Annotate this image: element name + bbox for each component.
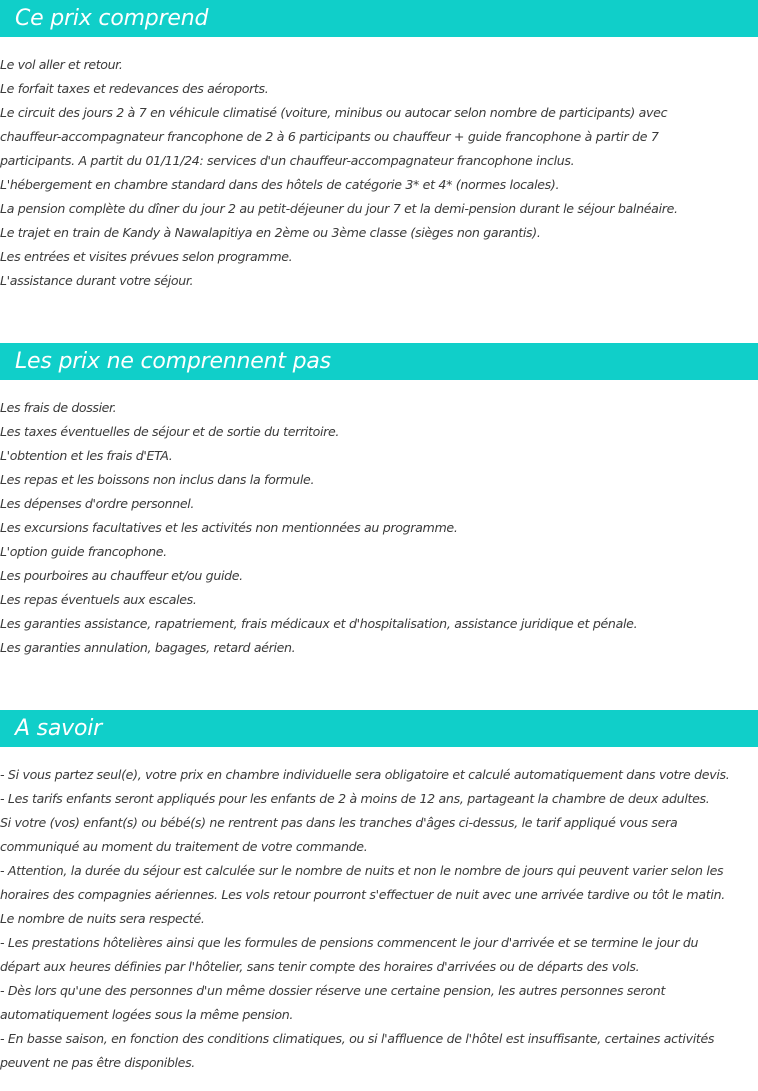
list-item: chauffeur-accompagnateur francophone de 2 à 6 participants ou chauffeur + guide francophone à partir de 7 bbox=[0, 129, 659, 144]
list-item: - Dès lors qu'une des personnes d'un même dossier réserve une certaine pension, les autres personnes seront bbox=[0, 983, 666, 998]
list-item: L'option guide francophone. bbox=[0, 544, 167, 559]
section-title-to-know: A savoir bbox=[15, 716, 103, 741]
list-item: Le circuit des jours 2 à 7 en véhicule climatisé (voiture, minibus ou autocar selon nombre de participants) avec bbox=[0, 105, 668, 120]
list-item: Le forfait taxes et redevances des aéroports. bbox=[0, 81, 269, 96]
section-header-included bbox=[0, 0, 758, 37]
section-body-to-know bbox=[0, 763, 758, 1075]
section-title-not-included: Les prix ne comprennent pas bbox=[15, 349, 331, 374]
section-header-to-know bbox=[0, 710, 758, 747]
list-item: Les repas et les boissons non inclus dans la formule. bbox=[0, 472, 315, 487]
list-item: Les pourboires au chauffeur et/ou guide. bbox=[0, 568, 243, 583]
list-item: Le trajet en train de Kandy à Nawalapitiya en 2ème ou 3ème classe (sièges non garantis). bbox=[0, 225, 541, 240]
list-item: automatiquement logées sous la même pension. bbox=[0, 1007, 294, 1022]
section-title-included: Ce prix comprend bbox=[15, 6, 209, 31]
list-item: Les entrées et visites prévues selon programme. bbox=[0, 249, 293, 264]
list-item: Le vol aller et retour. bbox=[0, 57, 123, 72]
section-body-not-included bbox=[0, 396, 758, 660]
list-item: départ aux heures définies par l'hôtelier, sans tenir compte des horaires d'arrivées ou de départs des vols. bbox=[0, 959, 640, 974]
list-item: Les repas éventuels aux escales. bbox=[0, 592, 197, 607]
list-item: Les taxes éventuelles de séjour et de sortie du territoire. bbox=[0, 424, 340, 439]
list-item: Les garanties assistance, rapatriement, frais médicaux et d'hospitalisation, assistance juridique et pénale. bbox=[0, 616, 638, 631]
list-item: horaires des compagnies aériennes. Les vols retour pourront s'effectuer de nuit avec une arrivée tardive ou tôt le matin. bbox=[0, 887, 725, 902]
list-item: La pension complète du dîner du jour 2 au petit-déjeuner du jour 7 et la demi-pension durant le séjour balnéaire. bbox=[0, 201, 678, 216]
list-item: L'assistance durant votre séjour. bbox=[0, 273, 194, 288]
list-item: Les dépenses d'ordre personnel. bbox=[0, 496, 195, 511]
list-item: - Les prestations hôtelières ainsi que les formules de pensions commencent le jour d'arrivée et se termine le jour du bbox=[0, 935, 699, 950]
list-item: Les frais de dossier. bbox=[0, 400, 117, 415]
list-item: Le nombre de nuits sera respecté. bbox=[0, 911, 205, 926]
list-item: Si votre (vos) enfant(s) ou bébé(s) ne rentrent pas dans les tranches d'âges ci-dessus, le tarif appliqué vous sera bbox=[0, 815, 678, 830]
list-item: L'hébergement en chambre standard dans des hôtels de catégorie 3* et 4* (normes locales). bbox=[0, 177, 560, 192]
list-item: - Les tarifs enfants seront appliqués pour les enfants de 2 à moins de 12 ans, partageant la chambre de deux adultes. bbox=[0, 791, 710, 806]
list-item: Les excursions facultatives et les activités non mentionnées au programme. bbox=[0, 520, 458, 535]
list-item: Les garanties annulation, bagages, retard aérien. bbox=[0, 640, 296, 655]
section-header-not-included bbox=[0, 343, 758, 380]
list-item: - Attention, la durée du séjour est calculée sur le nombre de nuits et non le nombre de jours qui peuvent varier selon les bbox=[0, 863, 724, 878]
section-body-included bbox=[0, 53, 758, 293]
list-item: communiqué au moment du traitement de votre commande. bbox=[0, 839, 368, 854]
list-item: L'obtention et les frais d'ETA. bbox=[0, 448, 173, 463]
list-item: peuvent ne pas être disponibles. bbox=[0, 1055, 195, 1070]
list-item: - Si vous partez seul(e), votre prix en chambre individuelle sera obligatoire et calculé automatiquement dans votre devis. bbox=[0, 767, 730, 782]
list-item: - En basse saison, en fonction des conditions climatiques, ou si l'affluence de l'hôtel est insuffisante, certaines activités bbox=[0, 1031, 715, 1046]
list-item: participants. A partit du 01/11/24: services d'un chauffeur-accompagnateur francophone inclus. bbox=[0, 153, 575, 168]
